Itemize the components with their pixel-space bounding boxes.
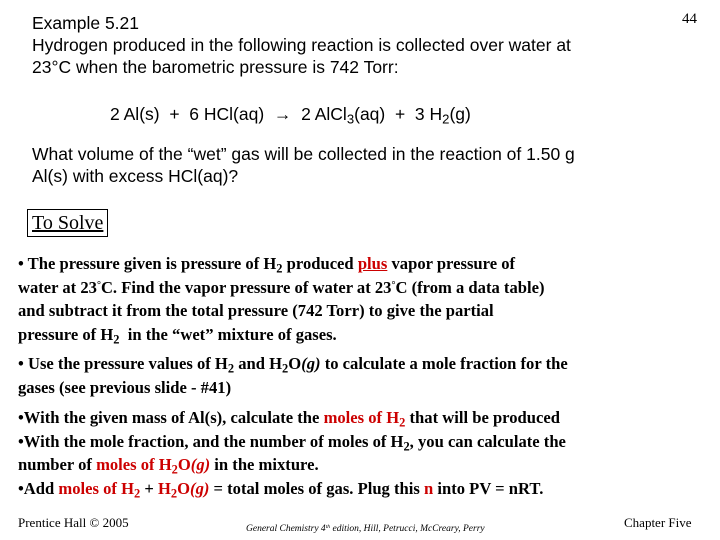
arrow-icon: → — [273, 104, 292, 124]
step-1: • The pressure given is pressure of $H_2$ produced plus vapor pressure of water at 23°C. Find the vapor pressure of water at 23°C (from a data table) and subtract it from the total pressure (742 Torr) to give the partial pressure of $H_2$ in the “wet” mixture of gases. — [18, 254, 545, 346]
title: Example 5.21 — [32, 13, 140, 33]
reaction-equation: 2 Al(s) + 6 HCl(aq) → 2 AlCl$_3$(aq) + 3 $H_2(g)$ — [110, 104, 471, 127]
footer-publisher: Prentice Hall © 2005 — [18, 515, 129, 530]
footer-textbook: General Chemistry 4th edition, Hill, Petrucci, McCreary, Perry — [246, 524, 485, 534]
step-5: •Add moles of $H_2 + H_2O(g)$ = total moles of gas. Plug this n into PV = nRT. — [18, 478, 544, 500]
page-number: 44 — [682, 11, 697, 27]
intro-line-1: Hydrogen produced in the following reaction is collected over water at — [32, 35, 571, 55]
to-solve-heading: To Solve — [27, 209, 108, 237]
step-2: • Use the pressure values of $H_2$ and $H_2O(g)$ to calculate a mole fraction for the gases (see previous slide - #41) — [18, 354, 568, 397]
intro-line-2: 23°C when the barometric pressure is 742 Torr: — [32, 57, 399, 77]
step-3: •With the given mass of Al(s), calculate the moles of $H_2$ that will be produced — [18, 408, 560, 430]
question-line-1: What volume of the “wet” gas will be collected in the reaction of 1.50 g — [32, 144, 575, 164]
example-title — [32, 12, 571, 78]
step-4: •With the mole fraction, and the number of moles of $H_2$, you can calculate the number of moles of $H_2O(g)$ in the mixture. — [18, 431, 566, 477]
question-line-2: Al(s) with excess HCl(aq)? — [32, 166, 239, 186]
solution-steps — [18, 252, 708, 500]
question — [32, 143, 575, 187]
footer-chapter: Chapter Five — [624, 515, 692, 530]
